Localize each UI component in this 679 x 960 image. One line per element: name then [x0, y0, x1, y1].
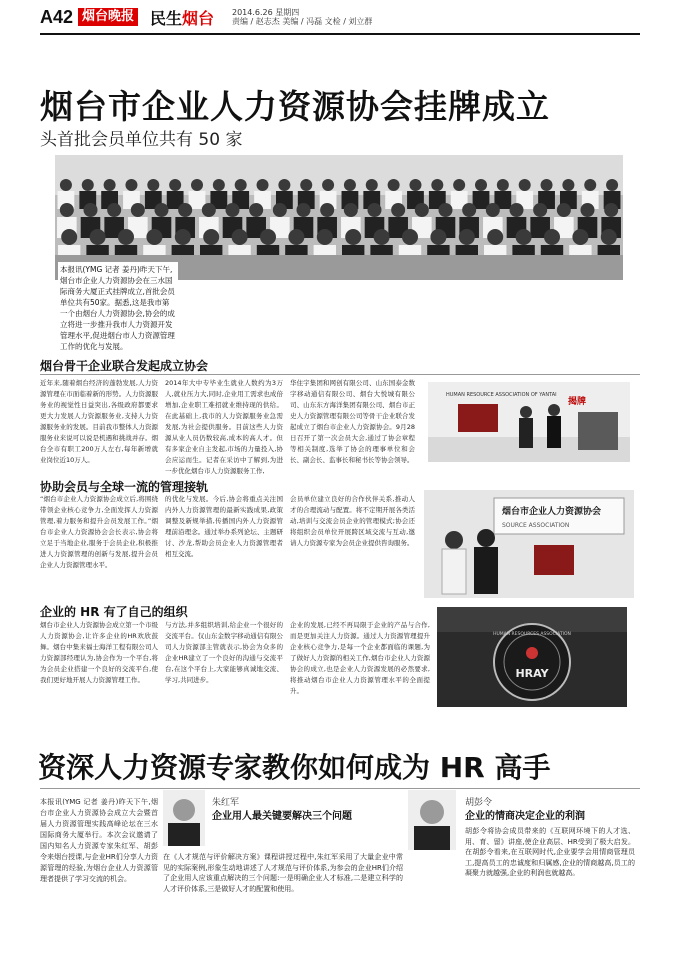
feature-headline-cn: 资深人力资源专家教你如何成为: [38, 751, 440, 784]
hray-logo-photo: [437, 607, 627, 707]
section-heading-2: 协助会员与全球一流的管理接轨: [40, 480, 209, 494]
ribbon-text: 揭牌: [568, 397, 587, 407]
ceremony-photo: [428, 382, 630, 462]
expert-title-1: 企业用人最关键要解决三个问题: [212, 811, 352, 822]
article-column: 烟台市企业人力资源协会成立第一个市级人力资源协会,让许多企业的HR欢欣鼓舞。烟台中集来福士海洋工程有限公司人力资源部经理认为,协会作为一个平台,将为会员企业搭建一个良好的交流平台,使我们更好地开展人力资源管理工作。: [40, 621, 158, 684]
section-title: [150, 6, 214, 29]
section-prefix: 民生: [150, 9, 183, 28]
staff-credits: 责编 / 赵志杰 美编 / 冯磊 文检 / 刘立群: [232, 17, 373, 26]
issue-info: [232, 8, 372, 26]
main-headline: 烟台市企业人力资源协会挂牌成立: [40, 87, 550, 126]
feature-headline-tail: 高手: [484, 751, 551, 784]
section-heading-3: 企业的 HR 有了自己的组织: [40, 605, 188, 619]
feature-headline: [38, 752, 551, 784]
header-rule: [40, 33, 640, 35]
divider: [40, 374, 640, 375]
expert-name-1: 朱红军: [212, 798, 240, 808]
plaque-en: SOURCE ASSOCIATION: [502, 522, 570, 529]
article-column: 2014年大中专毕业生就业人数约为3万人,就业压力大,同时,企业用工需求也成倍增加,企业职工难招就业维持现的供给。在此基础上,我市的人力资源服务业急需发展,为社会提供服务。目前这些人力资源从业人员仍数较高,成本的高人才。但有多家企业自主发起,市场的力量投入,协会应运而生。记者在采访中了解到,为进一步优化烟台市人力资源服务工作,: [165, 379, 283, 475]
expert-body-2: 胡彭令将协会成员带来的《互联网环境下的人才选、用、育、留》讲座,使企业高层、HR受到了极大启发。在胡彭令看来,在互联网时代,企业要学会用情商管理员工,提高员工的忠诚度和归属感,企业的情商越高,员工的凝聚力就越强,企业的利润也就越高。: [465, 827, 635, 877]
section-highlight: 烟台: [182, 9, 215, 28]
logo-text: HRAY: [515, 667, 549, 680]
article-column: 企业的发展,已经不再局限于企业的产品与合作,而是更加关注人力资源。通过人力资源管理提升企业核心竞争力,是每一个企业都面临的课题,为了做好人力资源的相关工作,烟台市企业人力资源协会的成立,也是企业人力资源发展的必然要求,将推动烟台市企业人力资源管理水平的全面提升。: [290, 621, 430, 695]
article-column: “烟台市企业人力资源协会成立后,将围绕带领企业核心竞争力,全面发挥人力资源管理,着力服务和提升会员发展工作。”烟台市企业人力资源协会会长表示,协会将立足于当地企业,服务于会员企业,积极推进人力资源管理的创新与发展,提升会员企业人力资源管理水平。: [40, 495, 158, 569]
expert-title-2: 企业的情商决定企业的利润: [465, 811, 585, 822]
article-column: 近年来,随着烟台经济的蓬勃发展,人力资源管理在市面临着新的形势。人力资源服务业的视觉性日益突出,各级政府都要求更大力发展人力资源服务业,支持人力资源服务业的发展。目前我市整体人力资源服务业来说可以说是机遇和挑战并存。烟台全市有职工200万人左右,每年新增就业岗位近10万人。: [40, 379, 158, 464]
backdrop-text: HUMAN RESOURCE ASSOCIATION OF YANTAI: [446, 392, 557, 398]
feature-intro: 本报讯(YMG 记者 姜丹)昨天下午,烟台市企业人力资源协会成立大会暨首届人力资源管理实践高峰论坛在三水国际商务大厦举行。本次会议邀请了国内知名人力资源专家朱红军、胡彭令来烟台授课,与企业HR们分享人力资源管理的经验,为烟台企业人力资源管理者提供了学习交流的机会。: [40, 798, 158, 883]
feature-headline-en: HR: [439, 751, 485, 784]
page-number: A42: [40, 7, 74, 27]
divider: [40, 788, 640, 789]
plaque-photo: [424, 490, 634, 598]
newspaper-logo: 烟台晚报: [78, 8, 138, 26]
expert-portrait-2: [408, 790, 456, 850]
article-column: 的优化与发展。今后,协会将重点关注国内外人力资源管理的最新实践成果,政策调整及新规举措,传播国内外人力资源管理前沿理念。通过举办系列论坛、主题研讨、沙龙,帮助会员企业人力资源管理者相互交流。: [165, 495, 283, 558]
article-column: 会员单位建立良好的合作伙伴关系,推动人才的合理流动与配置。将不定期开展各类活动,培训与交流会员企业的管理模式;协会还将组织会员单位开展跨区域交流与互动,邀请人力资源专家为会员企业提供咨询服务。: [290, 495, 415, 547]
expert-name-2: 胡彭令: [465, 798, 493, 808]
lead-caption: 本报讯(YMG 记者 姜丹)昨天下午,烟台市企业人力资源协会在三水国际商务大厦正式挂牌成立,首批会员单位共有50家。据悉,这是我市第一个由烟台人力资源协会,协会的成立将进一步推升我市人力资源开发管理水平,促进烟台市人力资源管理工作的优化与发展。: [58, 262, 178, 346]
sub-headline: 头首批会员单位共有 50 家: [40, 130, 243, 150]
section-heading-1: 烟台骨干企业联合发起成立协会: [40, 359, 209, 373]
logo-ring-text: HUMAN RESOURCES ASSOCIATION: [493, 632, 571, 637]
expert-body-1: 在《人才规范与评价解决方案》课程讲授过程中,朱红军采用了大量企业中常见的实际案例,形象生动地讲述了人才规范与评价体系,为参会的企业HR们介绍了企业用人应该重点解决的三个问题:一是明确企业人才标准,二是建立科学的人才评价体系,三是做好人才的配置和使用。: [163, 853, 403, 893]
plaque-text: 烟台市企业人力资源协会: [502, 507, 602, 517]
issue-date: 2014.6.26 星期四: [232, 8, 300, 17]
article-column: 与方法,并多组织培训,给企业一个很好的交流平台。仅山东金数字移动通信有限公司人力资源部主管就表示,协会为众多的企业HR建立了一个良好的沟通与交流平台,在这个平台上,大家能够真诚地交流、学习,共同进步。: [165, 621, 283, 684]
expert-portrait-1: [163, 790, 205, 846]
article-column: 华住宇集团和网创有限公司、山东国泰金数字移动通信有限公司、烟台大悦城有限公司、山东东方海洋集团有限公司、烟台市正史人力资源管理有限公司等骨干企业联合发起成立了烟台市企业人力资源协会。9月28日召开了第一次会员大会,通过了协会章程等相关制度,选举了协会的理事单位和会长、副会长、监事长和秘书长等协会领导。: [290, 379, 415, 464]
page-header: [0, 0, 679, 44]
